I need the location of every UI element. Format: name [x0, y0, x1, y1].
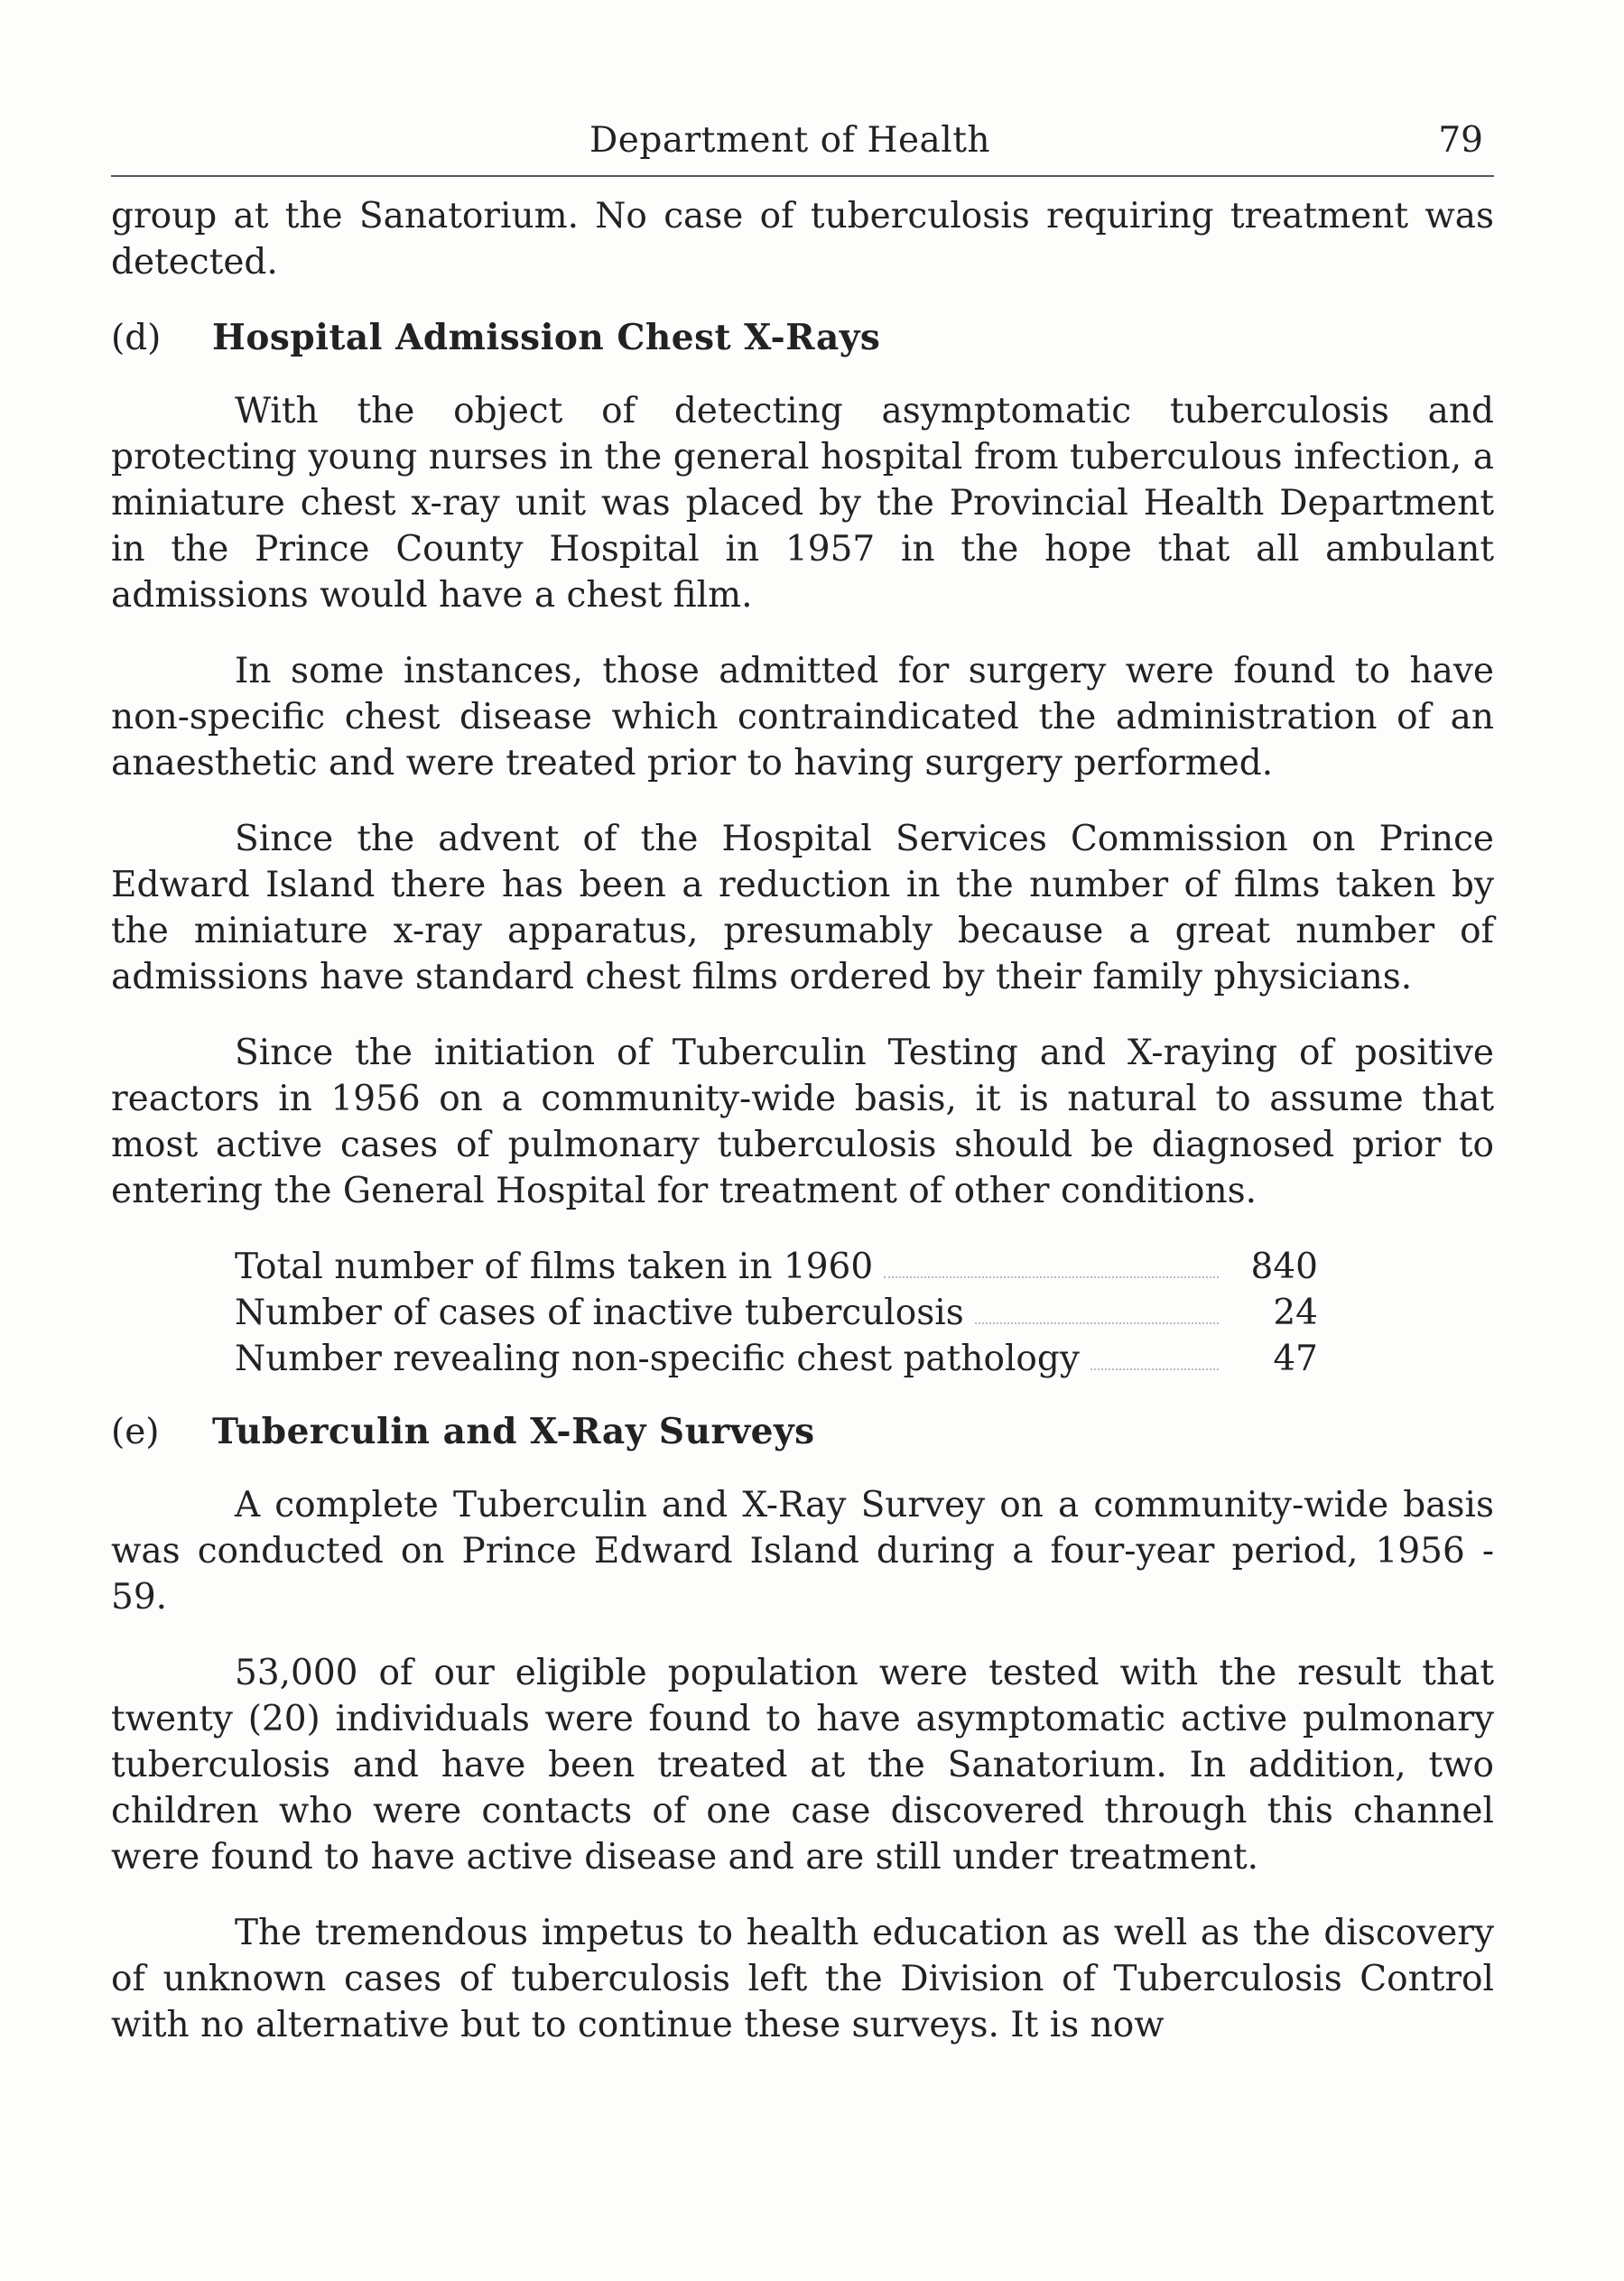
paragraph: 53,000 of our eligible population were tested with the result that twenty (20) individuals were found to have asymptomatic active pulmonary tuberculosis and have been treated at the Sanatorium. In addition, two children who were contacts of one case discovered through this channel were found to have active disease and are still under treatment. — [111, 1653, 1494, 1878]
section-heading-e — [111, 1409, 1494, 1455]
paragraph: Since the initiation of Tuberculin Testing and X-raying of positive reactors in 1956 on a community-wide basis, it is natural to assume that most active cases of pulmonary tuberculosis should be diagnosed prior to entering the General Hospital for treatment of other conditions. — [111, 1033, 1494, 1211]
paragraph: The tremendous impetus to health education as well as the discovery of unknown cases of tuberculosis left the Division of Tuberculosis Control with no alternative but to continue these surveys. It is now — [111, 1913, 1494, 2045]
dot-leader — [884, 1275, 1219, 1278]
stat-label: Number of cases of inactive tuberculosis — [235, 1293, 964, 1333]
section-title: Hospital Admission Chest X-Rays — [212, 317, 881, 358]
stat-value: 47 — [1273, 1339, 1318, 1379]
page-number: 79 — [1438, 120, 1483, 161]
paragraph-continuation: group at the Sanatorium. No case of tuberculosis requiring treatment was detected. — [111, 196, 1494, 283]
statistics-list — [235, 1244, 1318, 1382]
document-page — [111, 116, 1494, 2078]
header-divider — [111, 175, 1494, 177]
running-head — [111, 116, 1494, 166]
section-title: Tuberculin and X-Ray Surveys — [212, 1411, 815, 1452]
stat-label: Number revealing non-specific chest pathology — [235, 1339, 1080, 1379]
stat-row — [235, 1244, 1318, 1290]
stat-row — [235, 1336, 1318, 1382]
paragraph: Since the advent of the Hospital Services Commission on Prince Edward Island there has been a reduction in the number of films taken by the miniature x-ray apparatus, presumably because a great number of admissions have standard chest films ordered by their family physicians. — [111, 819, 1494, 997]
running-head-title: Department of Health — [589, 120, 991, 161]
paragraph: A complete Tuberculin and X-Ray Survey on a community-wide basis was conducted on Prince Edward Island during a four-year period, 1956 - 59. — [111, 1485, 1494, 1618]
dot-leader — [1090, 1368, 1219, 1370]
stat-value: 840 — [1250, 1247, 1318, 1287]
stat-row — [235, 1290, 1318, 1336]
section-label: (d) — [111, 318, 162, 358]
stat-label: Total number of films taken in 1960 — [235, 1247, 874, 1287]
section-label: (e) — [111, 1412, 160, 1452]
paragraph: In some instances, those admitted for surgery were found to have non-specific chest disease which contraindicated the administration of an anaesthetic and were treated prior to having surgery performed. — [111, 651, 1494, 784]
section-heading-d — [111, 315, 1494, 361]
dot-leader — [975, 1321, 1219, 1324]
stat-value: 24 — [1273, 1293, 1318, 1333]
paragraph: With the object of detecting asymptomatic tuberculosis and protecting young nurses in the general hospital from tuberculous infection, a miniature chest x-ray unit was placed by the Provincial Health Department in the Prince County Hospital in 1957 in the hope that all ambulant admissions would have a chest film. — [111, 391, 1494, 616]
